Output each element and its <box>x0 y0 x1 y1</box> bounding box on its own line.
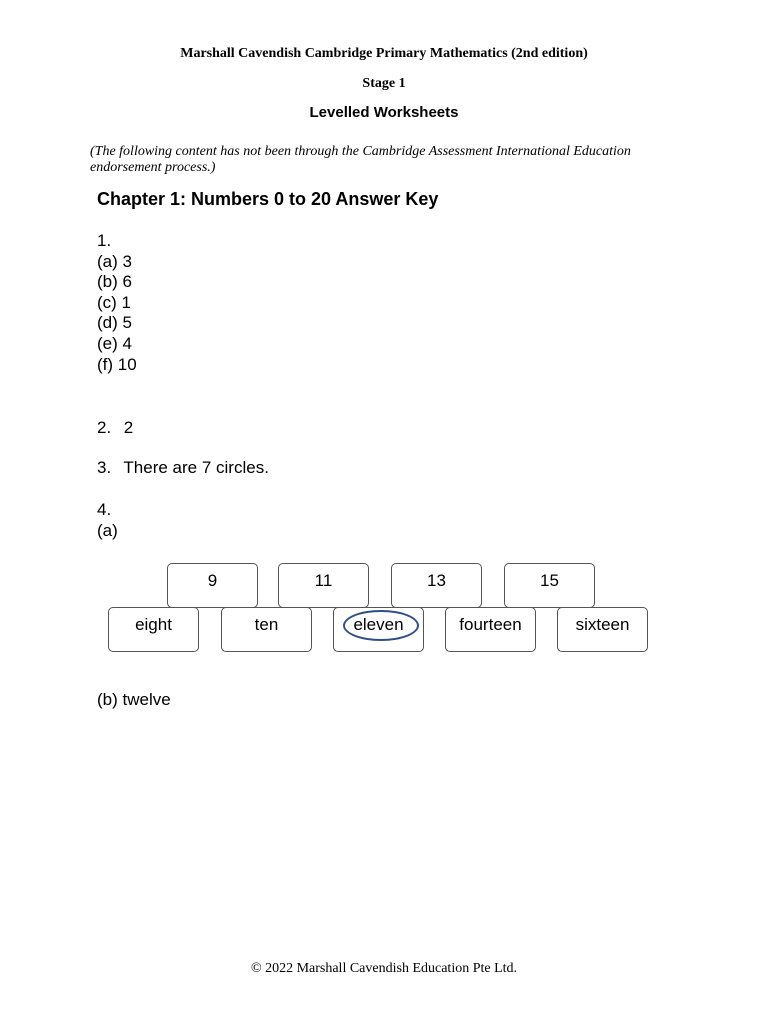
word-box <box>221 607 312 652</box>
answer-4b: (b) twelve <box>97 690 171 709</box>
answer-1c: (c) 1 <box>97 292 131 312</box>
disclaimer-line-1: (The following content has not been through the Cambridge Assessment International Education <box>90 144 631 159</box>
word-box-value: ten <box>254 615 279 634</box>
answer-2: 2 <box>123 418 134 437</box>
word-box-value: sixteen <box>575 615 630 634</box>
stage-label: Stage 1 <box>362 76 406 91</box>
answer-1f: (f) 10 <box>97 354 137 374</box>
word-box <box>557 607 648 652</box>
number-box <box>167 563 258 608</box>
answer-3: There are 7 circles. <box>123 458 269 477</box>
number-box-value: 11 <box>314 571 333 590</box>
disclaimer-line-2: endorsement process.) <box>90 160 216 175</box>
answer-1d: (d) 5 <box>97 313 132 333</box>
question-3-number: 3. <box>97 458 112 477</box>
number-box-value: 9 <box>207 571 218 590</box>
answer-1e: (e) 4 <box>97 333 132 353</box>
number-box <box>278 563 369 608</box>
word-box-value: fourteen <box>459 615 522 634</box>
word-box-value: eleven <box>353 615 404 634</box>
copyright-footer: © 2022 Marshall Cavendish Education Pte Ltd. <box>250 961 518 976</box>
question-4 <box>97 500 118 541</box>
word-box <box>445 607 536 652</box>
number-box <box>391 563 482 608</box>
number-box-value: 15 <box>540 571 559 590</box>
question-1 <box>97 231 137 375</box>
question-4-number: 4. <box>97 500 112 519</box>
question-2-number: 2. <box>97 418 112 437</box>
answer-1b: (b) 6 <box>97 272 132 292</box>
chapter-title: Chapter 1: Numbers 0 to 20 Answer Key <box>97 189 439 209</box>
worksheet-subtitle: Levelled Worksheets <box>309 104 459 121</box>
question-3 <box>97 458 269 479</box>
question-1-number: 1. <box>97 231 112 250</box>
word-box-value: eight <box>135 615 172 634</box>
answer-circle-mark <box>343 610 419 641</box>
answer-1a: (a) 3 <box>97 251 132 271</box>
number-box <box>504 563 595 608</box>
question-4a-label: (a) <box>97 520 118 540</box>
word-box <box>108 607 199 652</box>
number-box-value: 13 <box>427 571 446 590</box>
disclaimer <box>90 144 650 176</box>
book-title: Marshall Cavendish Cambridge Primary Mathematics (2nd edition) <box>180 46 588 61</box>
question-2 <box>97 418 133 439</box>
